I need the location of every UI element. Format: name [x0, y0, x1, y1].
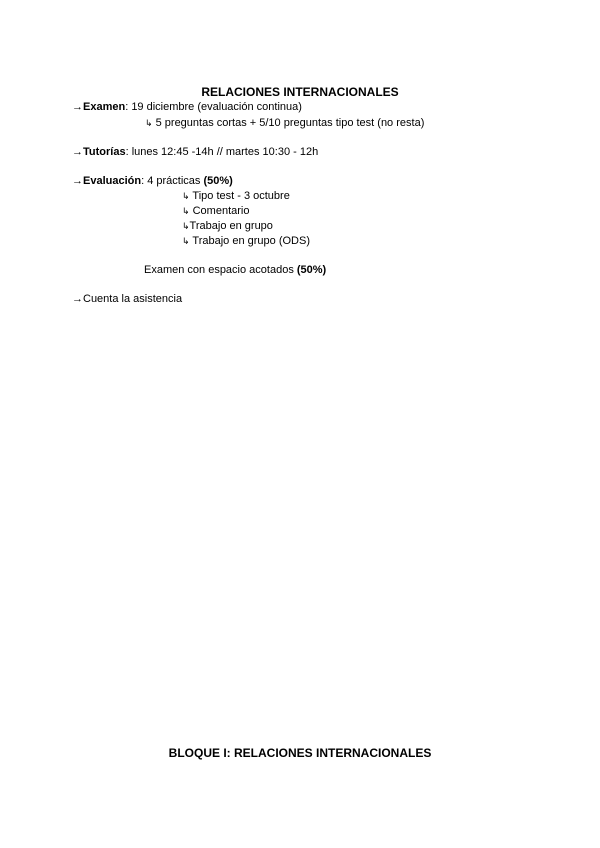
evaluacion-text: : 4 prácticas: [141, 175, 204, 187]
evaluacion-item: [182, 204, 249, 218]
hook-arrow-icon: ↳: [182, 236, 190, 246]
evaluacion-item: [182, 219, 273, 233]
evaluacion-item-text: Comentario: [192, 205, 250, 217]
asistencia-text: Cuenta la asistencia: [83, 293, 183, 305]
hook-arrow-icon: ↳: [182, 206, 190, 216]
evaluacion-item: [182, 234, 310, 248]
evaluacion-pct: (50%): [203, 175, 233, 187]
examen-espacio-line: [144, 263, 326, 277]
arrow-icon: →: [72, 293, 83, 305]
examen-line: [72, 100, 302, 114]
tutorias-text: : lunes 12:45 -14h // martes 10:30 - 12h: [125, 146, 319, 158]
evaluacion-item-text: Trabajo en grupo: [189, 220, 273, 232]
examen-sub-line: [145, 116, 424, 130]
section-title: BLOQUE I: RELACIONES INTERNACIONALES: [168, 746, 432, 760]
arrow-icon: →: [72, 101, 83, 113]
hook-arrow-icon: ↳: [182, 191, 190, 201]
asistencia-line: [72, 292, 182, 306]
hook-arrow-icon: ↳: [145, 118, 153, 128]
evaluacion-item-text: Trabajo en grupo (ODS): [192, 235, 310, 247]
examen-sub-text: 5 preguntas cortas + 5/10 preguntas tipo test (no resta): [155, 117, 425, 129]
evaluacion-label: Evaluación: [83, 175, 142, 187]
examen-label: Examen: [83, 101, 126, 113]
tutorias-label: Tutorías: [83, 146, 126, 158]
examen-espacio-text: Examen con espacio acotados: [144, 264, 297, 276]
examen-espacio-pct: (50%): [296, 264, 327, 276]
evaluacion-item: [182, 189, 290, 203]
hook-arrow-icon: ↳: [182, 221, 190, 231]
page-title: RELACIONES INTERNACIONALES: [201, 85, 399, 99]
evaluacion-item-text: Tipo test - 3 octubre: [192, 190, 290, 202]
arrow-icon: →: [72, 146, 83, 158]
examen-text: : 19 diciembre (evaluación continua): [125, 101, 302, 113]
tutorias-line: [72, 145, 318, 159]
arrow-icon: →: [72, 175, 83, 187]
evaluacion-line: [72, 174, 233, 188]
